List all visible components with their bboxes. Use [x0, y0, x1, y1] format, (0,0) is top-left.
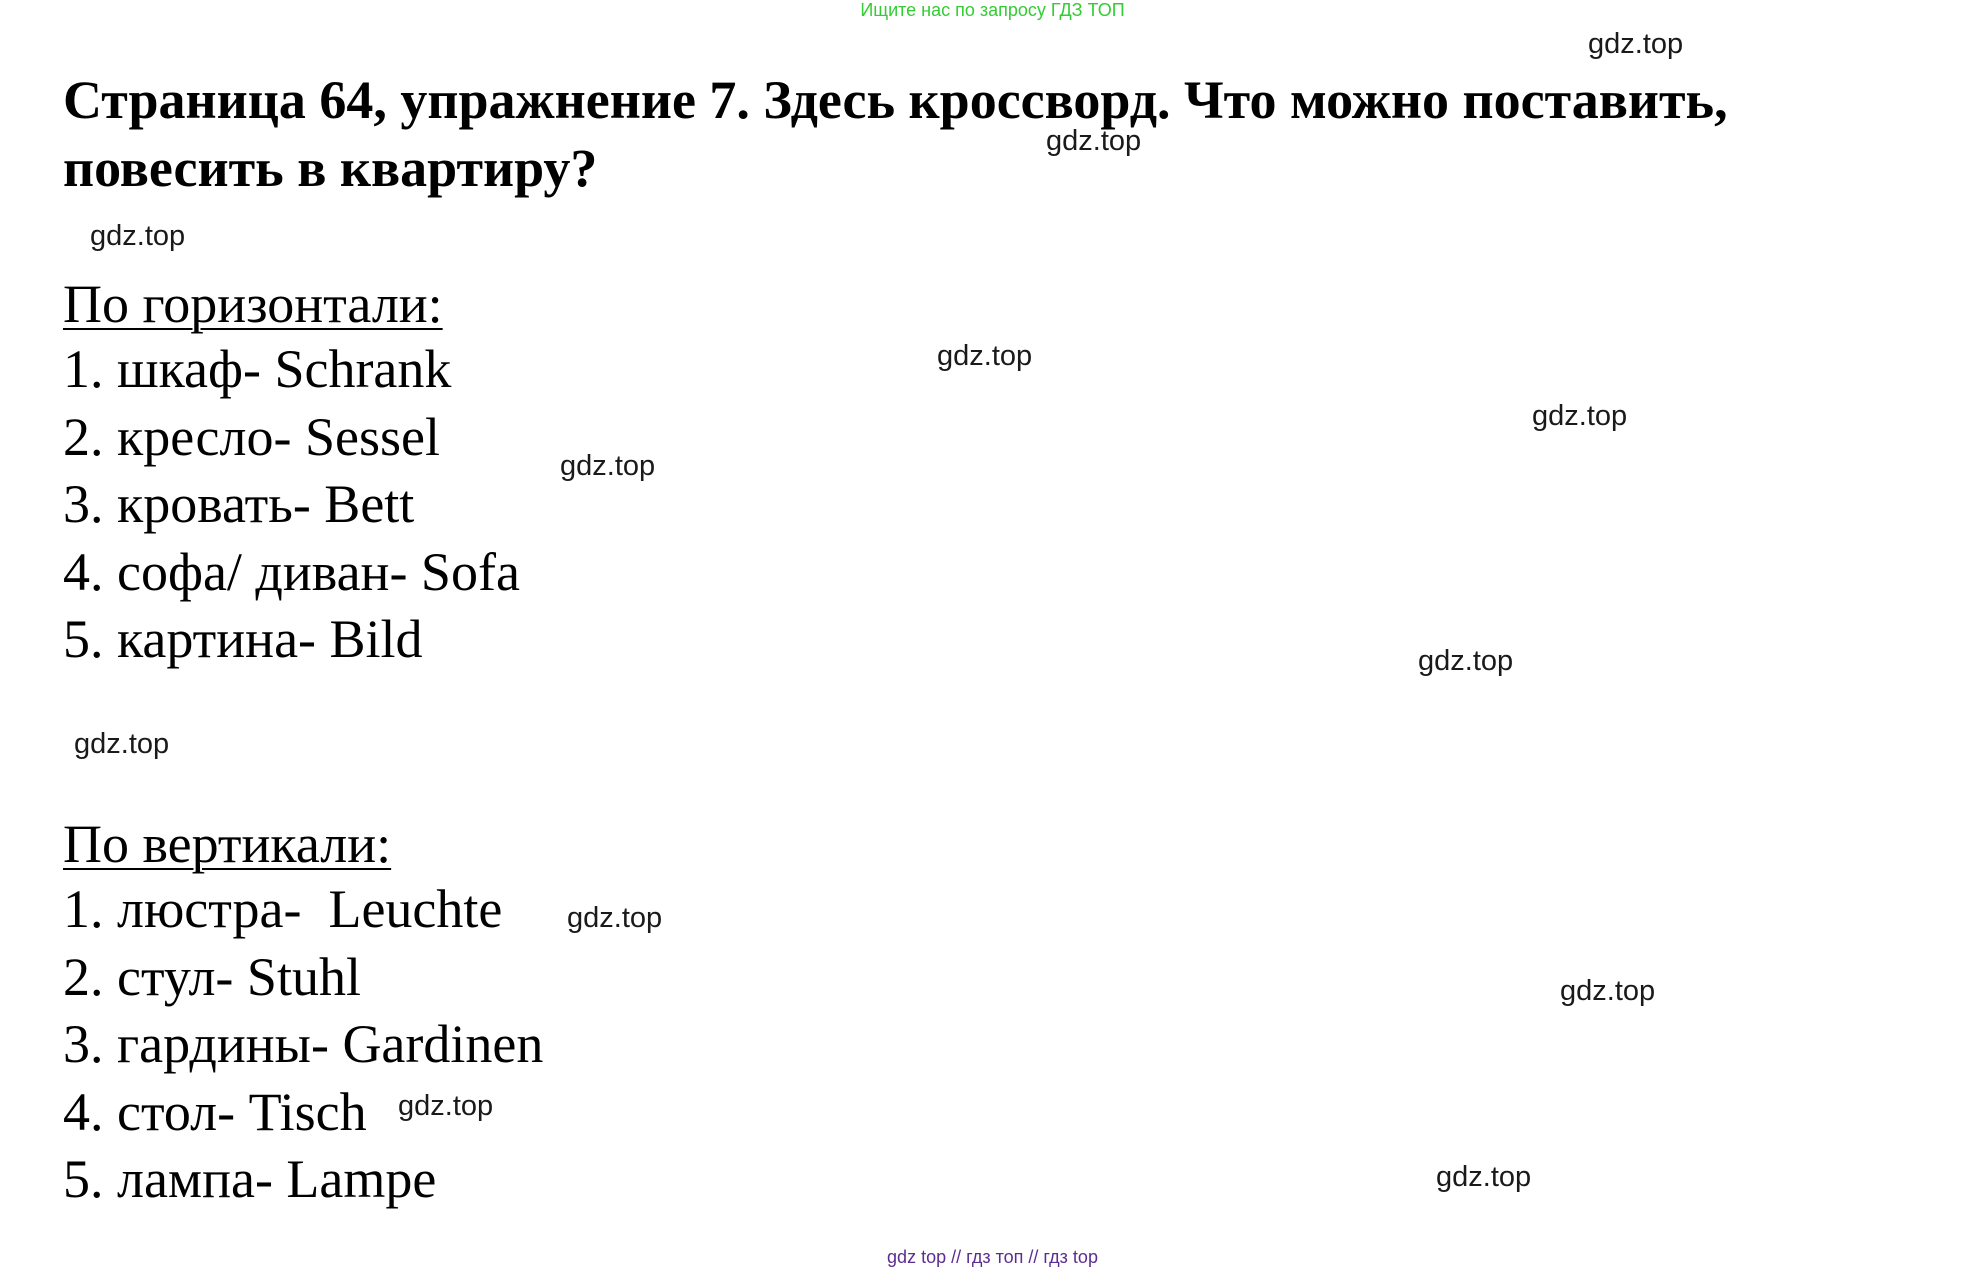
- list-item: 3. кровать- Bett: [63, 474, 415, 534]
- vertical-section-title: По вертикали:: [63, 814, 392, 874]
- watermark: gdz.top: [74, 728, 170, 760]
- list-item: 3. гардины- Gardinen: [63, 1014, 544, 1074]
- list-item: 5. лампа- Lampe: [63, 1149, 437, 1209]
- list-item: 2. кресло- Sessel: [63, 406, 440, 467]
- footer-watermark: gdz top // гдз топ // гдз top: [887, 1247, 1098, 1267]
- list-item: 1. шкаф- Schrank: [63, 339, 452, 399]
- horizontal-answer-list: [63, 336, 520, 674]
- list-item: 1. люстра- Leuchte: [63, 879, 503, 939]
- horizontal-section-title: По горизонтали:: [63, 274, 443, 334]
- watermark: gdz.top: [1046, 125, 1142, 157]
- watermark: gdz.top: [937, 340, 1033, 372]
- list-item: 4. софа/ диван- Sofa: [63, 541, 520, 602]
- watermark: gdz.top: [560, 450, 656, 482]
- page-heading: Страница 64, упражнение 7. Здесь кроссворд. Что можно поставить, повесить в квартиру?: [63, 70, 1728, 198]
- list-item: 2. стул- Stuhl: [63, 946, 361, 1007]
- watermark: gdz.top: [567, 902, 663, 934]
- watermark: gdz.top: [90, 220, 186, 252]
- watermark: gdz.top: [1560, 975, 1656, 1007]
- watermark: gdz.top: [398, 1090, 494, 1122]
- vertical-answer-list: [63, 876, 543, 1214]
- list-item: 4. стол- Tisch: [63, 1081, 367, 1142]
- watermark: gdz.top: [1532, 400, 1628, 432]
- list-item: 5. картина- Bild: [63, 609, 423, 669]
- watermark: gdz.top: [1418, 645, 1514, 677]
- top-banner: Ищите нас по запросу ГДЗ ТОП: [860, 0, 1125, 20]
- watermark: gdz.top: [1588, 28, 1684, 60]
- watermark: gdz.top: [1436, 1161, 1532, 1193]
